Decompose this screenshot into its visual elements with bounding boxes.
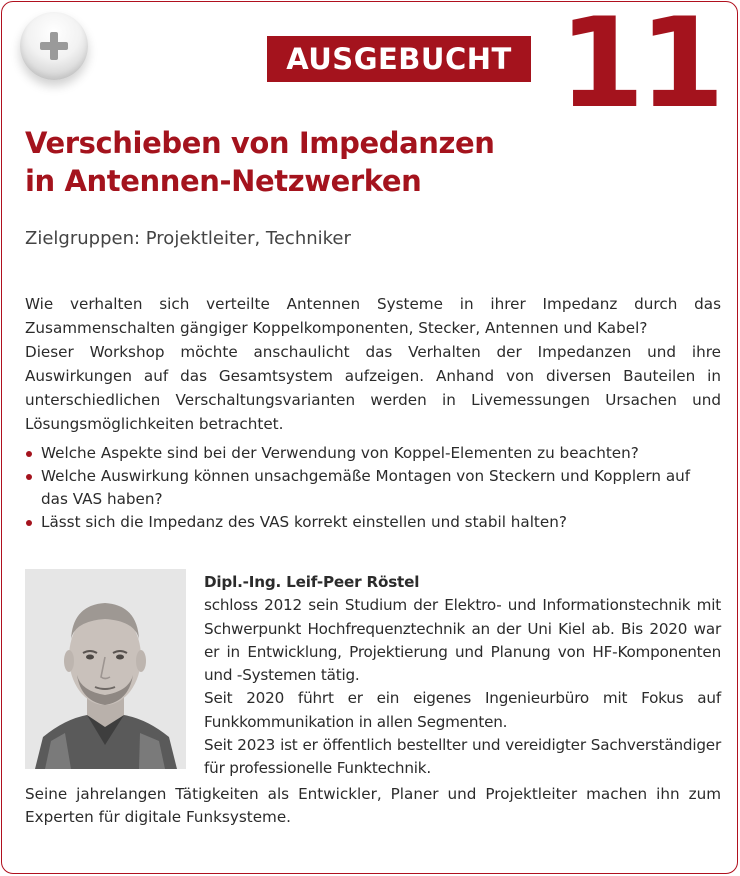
- workshop-card: [1, 1, 738, 874]
- target-audience: Zielgruppen: Projektleiter, Techniker: [25, 228, 351, 249]
- speaker-photo: [25, 569, 186, 769]
- bio-closing: Seine jahrelangen Tätigkeiten als Entwickler, Planer und Projektleiter machen ihn zum Experten für digitale Funksysteme.: [25, 785, 721, 827]
- plus-icon: [40, 32, 68, 60]
- bio-paragraph: schloss 2012 sein Studium der Elektro- und Informationstechnik mit Schwerpunkt Hochfrequenztechnik an der Uni Kiel ab. Bis 2020 war er in Entwicklung, Projektierung und Planung von HF-Komponenten und -Systemen tätig.: [204, 596, 721, 685]
- page-title: [25, 124, 585, 200]
- bio-paragraph: Seit 2020 führt er ein eigenes Ingenieurbüro mit Fokus auf Funkkommunikation in allen Segmenten.: [204, 689, 721, 731]
- intro-paragraph: Dieser Workshop möchte anschaulicht das Verhalten der Impedanzen und ihre Auswirkungen auf das Gesamtsystem aufzeigen. Anhand von diversen Bauteilen in unterschiedlichen Verschaltungsvarianten werden in Livemessungen Ursachen und Lösungsmöglichkeiten betrachtet.: [25, 343, 721, 433]
- bullet-icon: [26, 474, 32, 480]
- title-line-1: Verschieben von Impedanzen: [25, 126, 495, 160]
- workshop-number: 11: [558, 0, 719, 136]
- status-badge: AUSGEBUCHT: [267, 36, 531, 82]
- bullet-icon: [26, 520, 32, 526]
- list-item-text: Welche Auswirkung können unsachgemäße Montagen von Steckern und Kopplern auf das VAS haben?: [41, 467, 691, 508]
- list-item: [25, 511, 721, 534]
- speaker-portrait: [25, 569, 186, 769]
- speaker-bio: [204, 571, 721, 781]
- title-line-2: in Antennen-Netzwerken: [25, 164, 422, 198]
- list-item: [25, 442, 721, 465]
- bullet-icon: [26, 451, 32, 457]
- list-item-text: Welche Aspekte sind bei der Verwendung von Koppel-Elementen zu beachten?: [41, 444, 639, 462]
- question-list: [25, 442, 721, 534]
- list-item-text: Lässt sich die Impedanz des VAS korrekt einstellen und stabil halten?: [41, 513, 567, 531]
- intro-paragraph: Wie verhalten sich verteilte Antennen Systeme in ihrer Impedanz durch das Zusammenschalten gängiger Koppelkomponenten, Stecker, Antennen und Kabel?: [25, 295, 721, 337]
- list-item: [25, 465, 721, 511]
- add-button[interactable]: [20, 12, 88, 80]
- speaker-name: Dipl.-Ing. Leif-Peer Röstel: [204, 573, 420, 591]
- bio-paragraph: Seit 2023 ist er öffentlich bestellter und vereidigter Sachverständiger für professionelle Funktechnik.: [204, 736, 721, 778]
- description: [25, 292, 721, 534]
